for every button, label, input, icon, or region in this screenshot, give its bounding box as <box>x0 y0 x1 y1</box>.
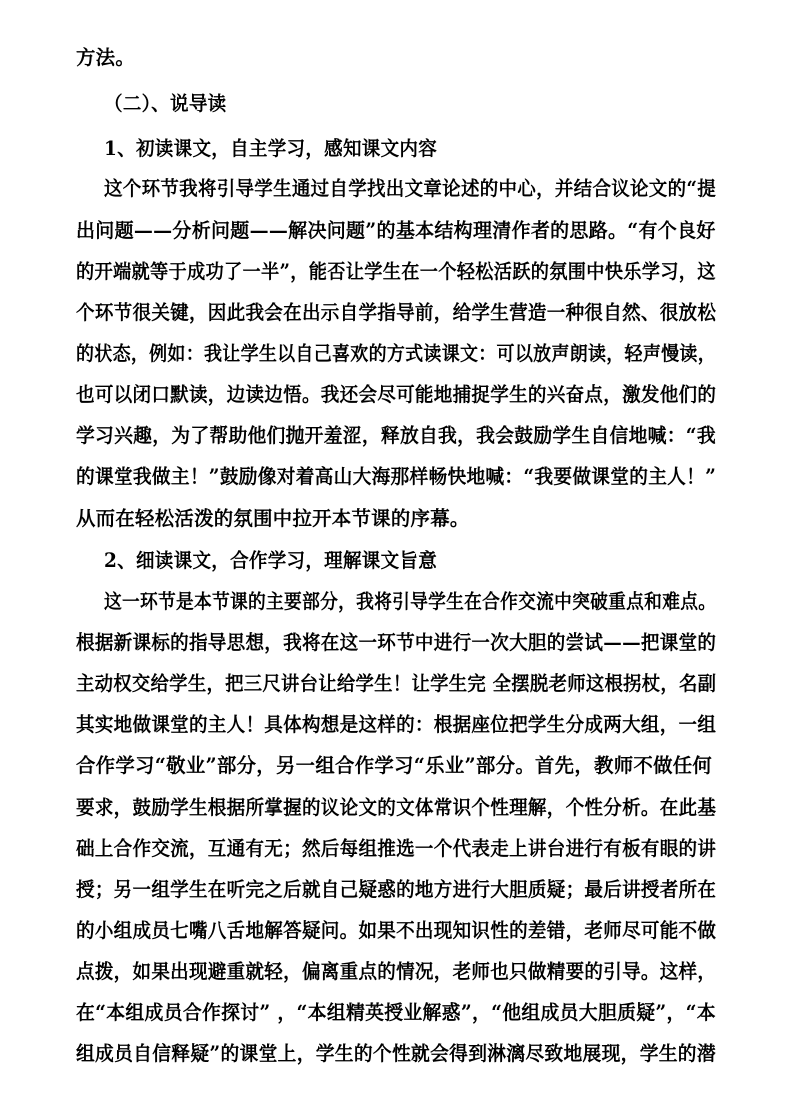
text-line: 组成员自信释疑”的课堂上，学生的个性就会得到淋漓尽致地展现，学生的潜 <box>76 1042 716 1065</box>
text-line: 其实地做课堂的主人！具体构想是这样的：根据座位把学生分成两大组，一组 <box>76 713 717 736</box>
text-line: 的课堂我做主！”鼓励像对着高山大海那样畅快地喊：“我要做课堂的主人！” <box>76 465 717 488</box>
text-line: 授；另一组学生在听完之后就自己疑惑的地方进行大胆质疑；最后讲授者所在 <box>76 878 717 901</box>
text-line: 的小组成员七嘴八舌地解答疑问。如果不出现知识性的差错，老师尽可能不做 <box>76 919 717 942</box>
text-line: 出问题——分析问题——解决问题”的基本结构理清作者的思路。“有个良好 <box>76 219 716 242</box>
text-line: 从而在轻松活泼的氛围中拉开本节课的序幕。 <box>76 507 470 530</box>
subsection-heading: 1、初读课文，自主学习，感知课文内容 <box>104 137 438 160</box>
text-line: 础上合作交流，互通有无；然后每组推选一个代表走上讲台进行有板有眼的讲 <box>76 837 717 860</box>
text-line: 也可以闭口默读，边读边悟。我还会尽可能地捕捉学生的兴奋点，激发他们的 <box>76 383 717 406</box>
text-line: 个环节很关键，因此我会在出示自学指导前，给学生营造一种很自然、很放松 <box>76 301 717 324</box>
text-line: 点拨，如果出现避重就轻，偏离重点的情况，老师也只做精要的引导。这样， <box>76 960 717 983</box>
text-line: 主动权交给学生，把三尺讲台让给学生！让学生完 全摆脱老师这根拐杖，名副 <box>76 672 717 695</box>
text-line: 这一环节是本节课的主要部分，我将引导学生在合作交流中突破重点和难点。 <box>104 590 717 613</box>
subsection-heading: 2、细读课文，合作学习，理解课文旨意 <box>104 549 438 572</box>
text-line: 的开端就等于成功了一半”，能否让学生在一个轻松活跃的氛围中快乐学习，这 <box>76 260 716 283</box>
text-line: 要求，鼓励学生根据所掌握的议论文的文体常识个性理解，个性分析。在此基 <box>76 796 717 819</box>
text-line: 在“本组成员合作探讨” ，“本组精英授业解惑”，“他组成员大胆质疑”，“本 <box>76 1001 716 1024</box>
section-heading: （二）、说导读 <box>104 92 227 115</box>
text-line: 根据新课标的指导思想，我将在这一环节中进行一次大胆的尝试——把课堂的 <box>76 631 717 654</box>
text-line: 学习兴趣，为了帮助他们抛开羞涩，释放自我，我会鼓励学生自信地喊：“我 <box>76 424 716 447</box>
text-line: 合作学习“敬业”部分，另一组合作学习“乐业”部分。首先，教师不做任何 <box>76 754 713 777</box>
text-line: 的状态，例如：我让学生以自己喜欢的方式读课文：可以放声朗读，轻声慢读， <box>76 342 716 365</box>
text-line: 这个环节我将引导学生通过自学找出文章论述的中心，并结合议论文的“提 <box>104 177 717 200</box>
text-line: 方法。 <box>76 46 136 69</box>
